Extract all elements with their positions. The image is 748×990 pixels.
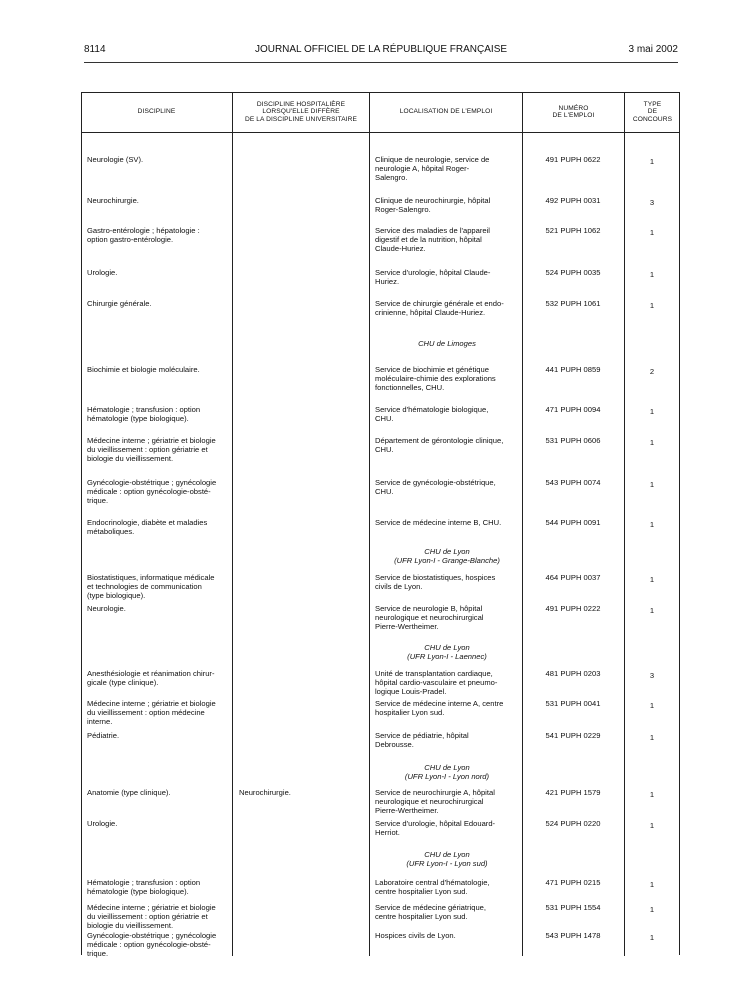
header-rule — [84, 62, 678, 63]
type-concours-cell: 1 — [649, 228, 655, 237]
type-concours-cell: 1 — [649, 790, 655, 799]
localisation-cell: Service de médecine interne A, centre hospitalier Lyon sud. — [375, 699, 504, 717]
chu-section-heading: CHU de Lyon (UFR Lyon-I - Laennec) — [407, 643, 487, 661]
hospital-discipline-cell: Neurochirurgie. — [239, 788, 291, 797]
type-concours-cell: 1 — [649, 520, 655, 529]
discipline-cell: Endocrinologie, diabète et maladies métaboliques. — [87, 518, 208, 536]
discipline-cell: Anatomie (type clinique). — [87, 788, 171, 797]
discipline-cell: Médecine interne ; gériatrie et biologie du vieillissement : option médecine interne. — [87, 699, 216, 726]
numero-cell: 543 PUPH 0074 — [545, 478, 601, 487]
type-concours-cell: 1 — [649, 905, 655, 914]
discipline-cell: Chirurgie générale. — [87, 299, 152, 308]
numero-cell: 492 PUPH 0031 — [545, 196, 601, 205]
discipline-cell: Médecine interne ; gériatrie et biologie du vieillissement : option gériatrie et biologie du vieillissement. — [87, 903, 216, 930]
column-header-discipline-hospitaliere: DISCIPLINE HOSPITALIÈRE LORSQU'ELLE DIFFÈRE DE LA DISCIPLINE UNIVERSITAIRE — [244, 100, 358, 123]
positions-table — [81, 92, 680, 956]
localisation-cell: Service d'urologie, hôpital Edouard- Herriot. — [375, 819, 496, 837]
discipline-cell: Hématologie ; transfusion : option hématologie (type biologique). — [87, 878, 201, 896]
localisation-cell: Service de médecine gériatrique, centre hospitalier Lyon sud. — [375, 903, 487, 921]
numero-cell: 531 PUPH 0606 — [545, 436, 601, 445]
numero-cell: 421 PUPH 1579 — [545, 788, 601, 797]
type-concours-cell: 3 — [649, 198, 655, 207]
numero-cell: 541 PUPH 0229 — [545, 731, 601, 740]
column-divider — [624, 92, 625, 956]
type-concours-cell: 3 — [649, 671, 655, 680]
type-concours-cell: 2 — [649, 367, 655, 376]
localisation-cell: Service d'hématologie biologique, CHU. — [375, 405, 489, 423]
numero-cell: 464 PUPH 0037 — [545, 573, 601, 582]
numero-cell: 543 PUPH 1478 — [545, 931, 601, 940]
discipline-cell: Médecine interne ; gériatrie et biologie du vieillissement : option gériatrie et biologie du vieillissement. — [87, 436, 216, 463]
discipline-cell: Biostatistiques, informatique médicale et technologies de communication (type biologique). — [87, 573, 215, 600]
type-concours-cell: 1 — [649, 606, 655, 615]
numero-cell: 481 PUPH 0203 — [545, 669, 601, 678]
chu-section-heading: CHU de Limoges — [418, 339, 476, 348]
type-concours-cell: 1 — [649, 301, 655, 310]
numero-cell: 521 PUPH 1062 — [545, 226, 601, 235]
numero-cell: 471 PUPH 0094 — [545, 405, 601, 414]
localisation-cell: Service de biostatistiques, hospices civils de Lyon. — [375, 573, 496, 591]
localisation-cell: Service de neurochirurgie A, hôpital neurologique et neurochirurgical Pierre-Wertheimer. — [375, 788, 495, 815]
type-concours-cell: 1 — [649, 575, 655, 584]
type-concours-cell: 1 — [649, 157, 655, 166]
numero-cell: 441 PUPH 0859 — [545, 365, 601, 374]
discipline-cell: Neurologie. — [87, 604, 126, 613]
type-concours-cell: 1 — [649, 733, 655, 742]
discipline-cell: Urologie. — [87, 268, 118, 277]
discipline-cell: Pédiatrie. — [87, 731, 120, 740]
type-concours-cell: 1 — [649, 880, 655, 889]
discipline-cell: Gastro-entérologie ; hépatologie : option gastro-entérologie. — [87, 226, 200, 244]
numero-cell: 524 PUPH 0035 — [545, 268, 601, 277]
type-concours-cell: 1 — [649, 821, 655, 830]
type-concours-cell: 1 — [649, 270, 655, 279]
discipline-cell: Hématologie ; transfusion : option hématologie (type biologique). — [87, 405, 201, 423]
discipline-cell: Neurologie (SV). — [87, 155, 144, 164]
localisation-cell: Unité de transplantation cardiaque, hôpital cardio-vasculaire et pneumo- logique Louis-Pradel. — [375, 669, 498, 696]
localisation-cell: Clinique de neurochirurgie, hôpital Roger-Salengro. — [375, 196, 491, 214]
type-concours-cell: 1 — [649, 407, 655, 416]
localisation-cell: Service d'urologie, hôpital Claude- Huriez. — [375, 268, 491, 286]
discipline-cell: Anesthésiologie et réanimation chirur- gicale (type clinique). — [87, 669, 215, 687]
journal-title: JOURNAL OFFICIEL DE LA RÉPUBLIQUE FRANÇAISE — [254, 44, 508, 55]
discipline-cell: Gynécologie-obstétrique ; gynécologie médicale : option gynécologie-obsté- trique. — [87, 931, 217, 958]
localisation-cell: Service de pédiatrie, hôpital Debrousse. — [375, 731, 469, 749]
column-header-discipline: DISCIPLINE — [137, 108, 176, 116]
numero-cell: 531 PUPH 1554 — [545, 903, 601, 912]
localisation-cell: Service de gynécologie-obstétrique, CHU. — [375, 478, 496, 496]
numero-cell: 531 PUPH 0041 — [545, 699, 601, 708]
type-concours-cell: 1 — [649, 701, 655, 710]
discipline-cell: Urologie. — [87, 819, 118, 828]
numero-cell: 491 PUPH 0222 — [545, 604, 601, 613]
chu-section-heading: CHU de Lyon (UFR Lyon-I - Lyon sud) — [406, 850, 488, 868]
localisation-cell: Service de neurologie B, hôpital neurologique et neurochirurgical Pierre-Wertheimer. — [375, 604, 484, 631]
localisation-cell: Hospices civils de Lyon. — [375, 931, 456, 940]
type-concours-cell: 1 — [649, 480, 655, 489]
localisation-cell: Service de médecine interne B, CHU. — [375, 518, 502, 527]
column-header-localisation: LOCALISATION DE L'EMPLOI — [399, 108, 493, 116]
numero-cell: 532 PUPH 1061 — [545, 299, 601, 308]
localisation-cell: Service de chirurgie générale et endo- crinienne, hôpital Claude-Huriez. — [375, 299, 504, 317]
column-header-type: TYPE DE CONCOURS — [632, 100, 673, 123]
discipline-cell: Gynécologie-obstétrique ; gynécologie médicale : option gynécologie-obsté- trique. — [87, 478, 217, 505]
numero-cell: 471 PUPH 0215 — [545, 878, 601, 887]
localisation-cell: Service des maladies de l'appareil digestif et de la nutrition, hôpital Claude-Huriez. — [375, 226, 490, 253]
column-header-numero: NUMÉRO DE L'EMPLOI — [552, 104, 595, 119]
header-divider — [81, 132, 680, 133]
column-divider — [522, 92, 523, 956]
numero-cell: 491 PUPH 0622 — [545, 155, 601, 164]
chu-section-heading: CHU de Lyon (UFR Lyon-I - Lyon nord) — [404, 763, 490, 781]
numero-cell: 524 PUPH 0220 — [545, 819, 601, 828]
column-divider — [369, 92, 370, 956]
issue-date: 3 mai 2002 — [628, 44, 678, 55]
numero-cell: 544 PUPH 0091 — [545, 518, 601, 527]
page-header — [84, 44, 678, 60]
chu-section-heading: CHU de Lyon (UFR Lyon-I - Grange-Blanche) — [394, 547, 500, 565]
type-concours-cell: 1 — [649, 933, 655, 942]
localisation-cell: Laboratoire central d'hématologie, centre hospitalier Lyon sud. — [375, 878, 490, 896]
discipline-cell: Biochimie et biologie moléculaire. — [87, 365, 200, 374]
localisation-cell: Clinique de neurologie, service de neurologie A, hôpital Roger- Salengro. — [375, 155, 490, 182]
discipline-cell: Neurochirurgie. — [87, 196, 139, 205]
localisation-cell: Service de biochimie et génétique moléculaire-chimie des explorations fonctionnelles, CHU. — [375, 365, 496, 392]
localisation-cell: Département de gérontologie clinique, CHU. — [375, 436, 504, 454]
page-number: 8114 — [84, 44, 106, 55]
type-concours-cell: 1 — [649, 438, 655, 447]
